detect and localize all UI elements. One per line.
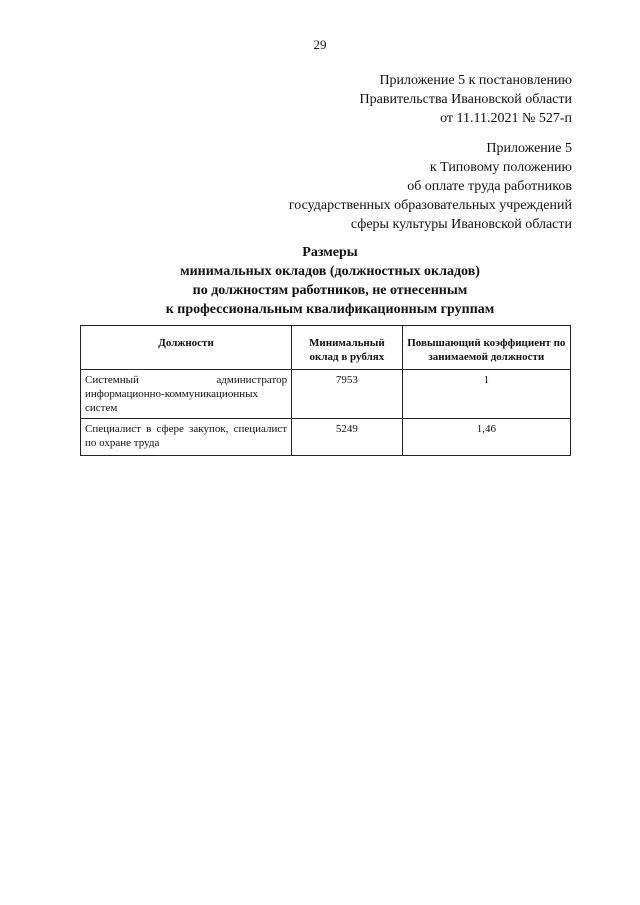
attachment-sub-line: сферы культуры Ивановской области xyxy=(350,217,572,232)
document-title xyxy=(0,243,640,319)
attachment-main-block xyxy=(360,71,572,128)
cell-min-salary: 5249 xyxy=(292,419,403,456)
cell-position: Специалист в сфере закупок, специалист по охране труда xyxy=(81,419,292,456)
attachment-main-line: Правительства Ивановской области xyxy=(359,92,572,107)
cell-min-salary: 7953 xyxy=(292,370,403,419)
header-min-salary: Минимальный оклад в рублях xyxy=(292,326,403,370)
title-line: по должностям работников, не отнесенным xyxy=(192,283,468,298)
title-line: Размеры xyxy=(302,245,358,260)
attachment-sub-line: государственных образовательных учреждений xyxy=(288,198,572,213)
cell-coefficient: 1,46 xyxy=(402,419,570,456)
cell-coefficient: 1 xyxy=(402,370,570,419)
table-row xyxy=(81,370,571,419)
attachment-sub-line: об оплате труда работников xyxy=(407,179,572,194)
header-position: Должности xyxy=(81,326,292,370)
header-coefficient: Повышающий коэффициент по занимаемой должности xyxy=(402,326,570,370)
attachment-main-line: от 11.11.2021 № 527-п xyxy=(440,111,572,126)
title-line: к профессиональным квалификационным группам xyxy=(165,302,495,317)
table-header-row xyxy=(81,326,571,370)
cell-position: Системный администратор информационно-коммуникационных систем xyxy=(81,370,292,419)
page-number: 29 xyxy=(313,37,327,52)
title-line: минимальных окладов (должностных окладов) xyxy=(180,264,480,279)
attachment-main-line: Приложение 5 к постановлению xyxy=(379,73,572,88)
salary-table xyxy=(80,325,571,456)
attachment-sub-block xyxy=(289,139,572,234)
attachment-sub-line: к Типовому положению xyxy=(429,160,572,175)
attachment-sub-line: Приложение 5 xyxy=(486,141,572,156)
table-row xyxy=(81,419,571,456)
